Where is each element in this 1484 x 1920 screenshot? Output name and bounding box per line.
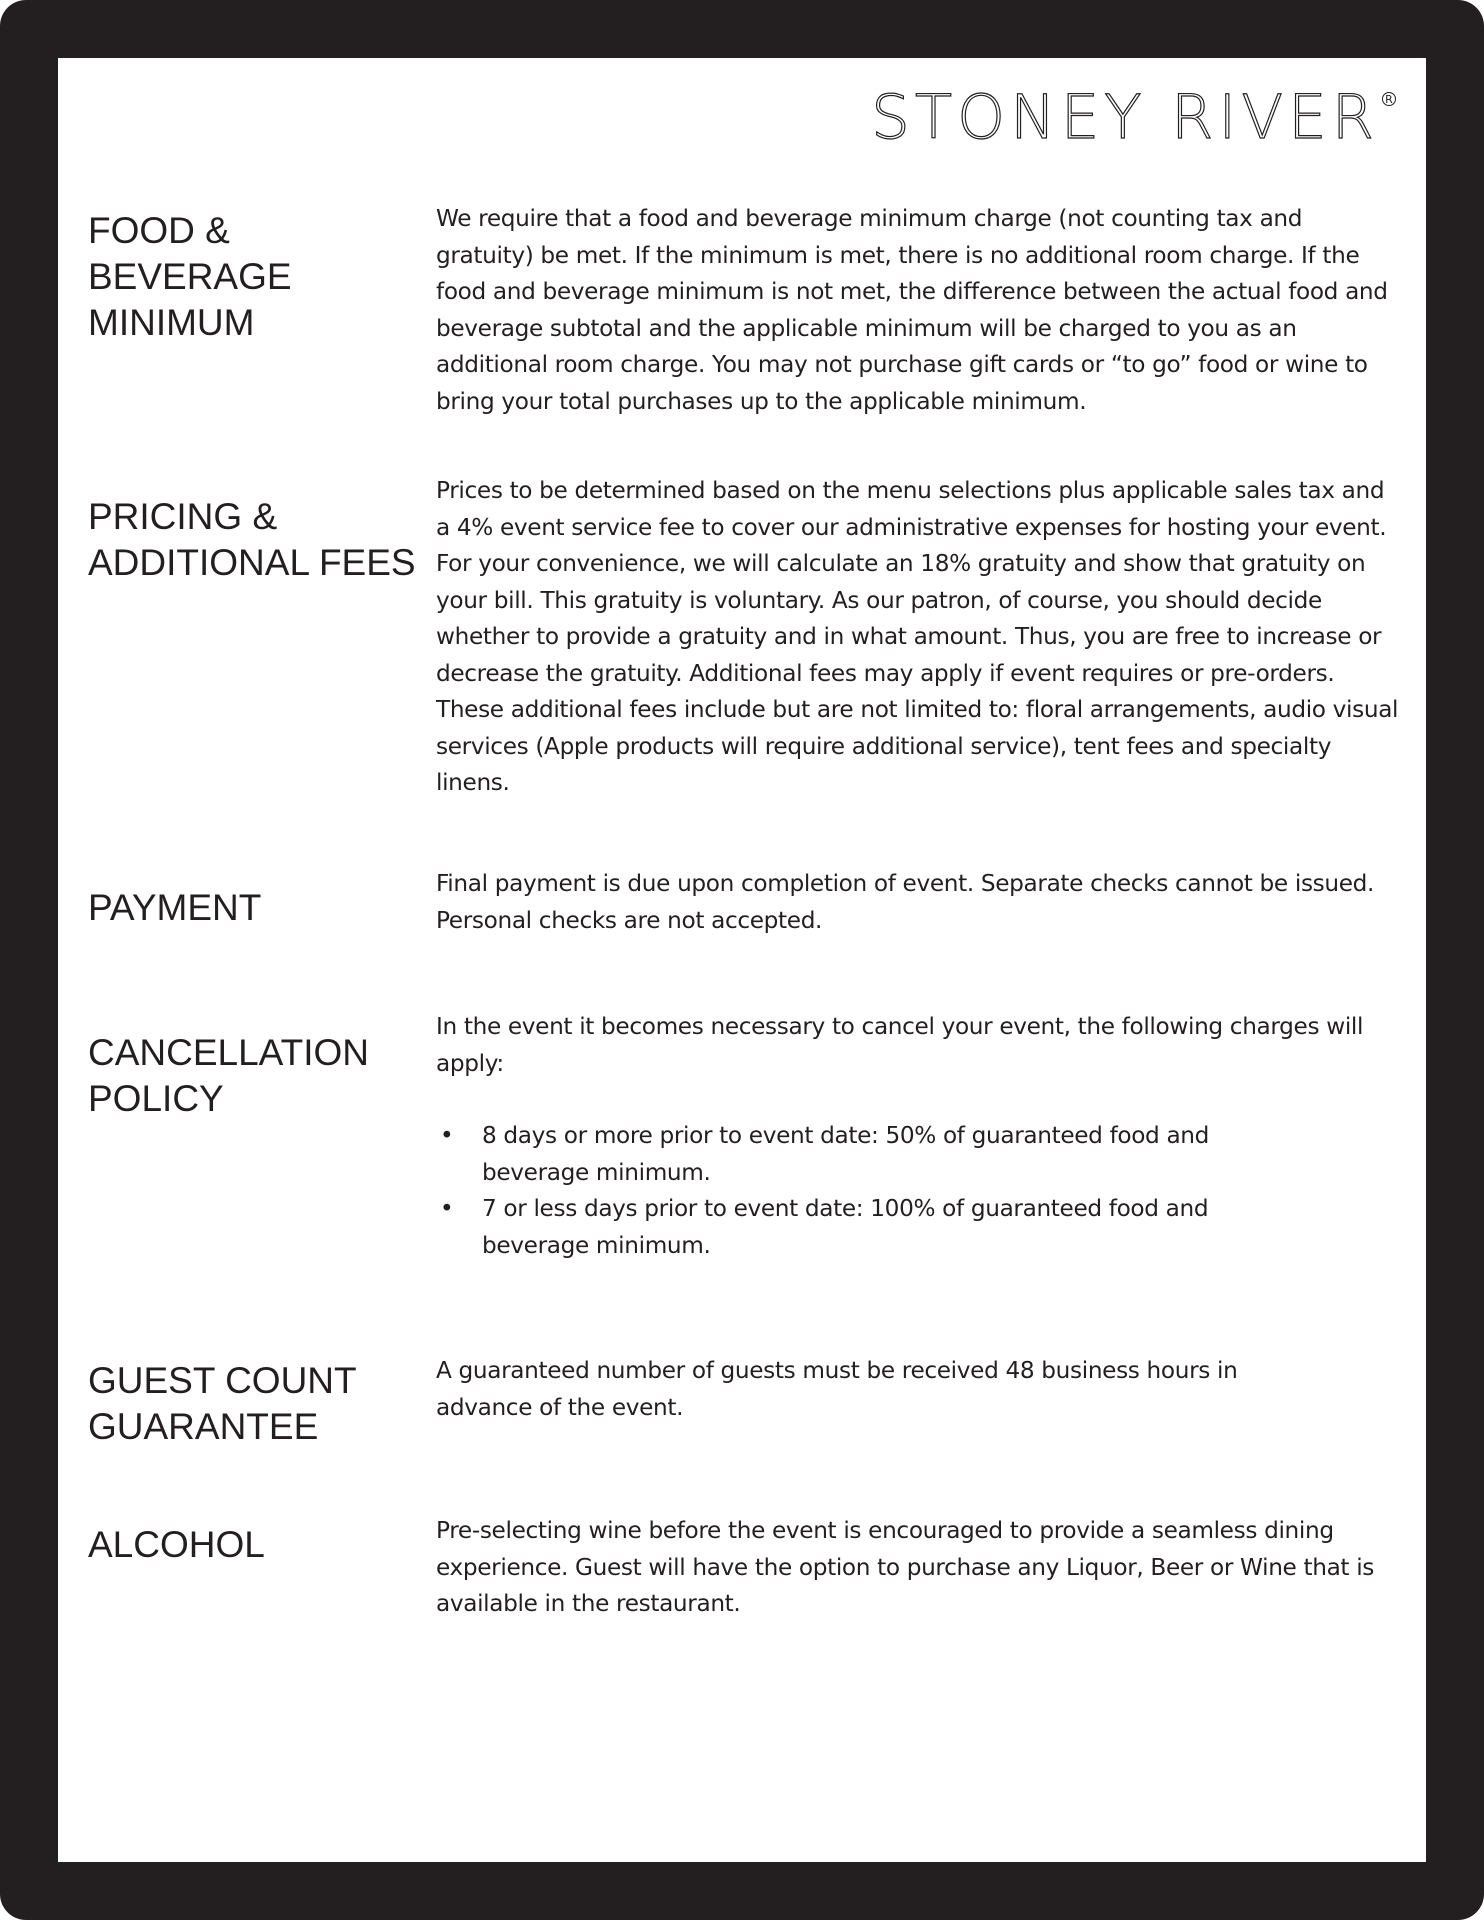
logo-wordmark: STONEY RIVER	[871, 82, 1379, 153]
section-body: Pre-selecting wine before the event is encouraged to provide a seamless dining experience. Guest will have the option to purchase any Liquor, Beer or Wine that is available in the restaurant.	[436, 1517, 1375, 1617]
section-title: CANCELLATION POLICY	[88, 1032, 369, 1119]
section-title: ALCOHOL	[88, 1524, 265, 1565]
section-title: PAYMENT	[88, 887, 262, 928]
list-item-text: 7 or less days prior to event date: 100% of guaranteed food and beverage minimum.	[482, 1195, 1209, 1259]
section-body: We require that a food and beverage minimum charge (not counting tax and gratuity) be met. If the minimum is met, there is no additional room charge. If the food and beverage minimum is not met, the difference between the actual food and beverage subtotal and the applicable minimum will be charged to you as an additional room charge. You may not purchase gift cards or “to go” food or wine to bring your total purchases up to the applicable minimum.	[436, 205, 1388, 415]
section-body: A guaranteed number of guests must be received 48 business hours in advance of the event.	[436, 1357, 1238, 1421]
section-title: GUEST COUNT GUARANTEE	[88, 1360, 356, 1447]
section-title: PRICING & ADDITIONAL FEES	[88, 496, 416, 583]
section-body-wrapper	[436, 1009, 1401, 1264]
cancellation-charges-list	[436, 1118, 1401, 1264]
bullet-icon: •	[440, 1122, 454, 1149]
document-page	[58, 58, 1426, 1862]
section-body: In the event it becomes necessary to cancel your event, the following charges will apply:	[436, 1013, 1364, 1077]
section-body: Final payment is due upon completion of event. Separate checks cannot be issued. Personal checks are not accepted.	[436, 870, 1375, 934]
list-item	[436, 1191, 1252, 1264]
registered-mark-icon: R	[1382, 92, 1396, 106]
stoney-river-logo	[871, 82, 1396, 153]
list-item-text: 8 days or more prior to event date: 50% of guaranteed food and beverage minimum.	[482, 1122, 1210, 1186]
section-title: FOOD & BEVERAGE MINIMUM	[88, 210, 292, 343]
list-item	[436, 1118, 1252, 1191]
section-body: Prices to be determined based on the menu selections plus applicable sales tax and a 4% event service fee to cover our administrative expenses for hosting your event. For your convenience, we will calculate an 18% gratuity and show that gratuity on your bill. This gratuity is voluntary. As our patron, of course, you should decide whether to provide a gratuity and in what amount. Thus, you are free to increase or decrease the gratuity. Additional fees may apply if event requires or pre-orders. These additional fees include but are not limited to: floral arrangements, audio visual services (Apple products will require additional service), tent fees and specialty linens.	[436, 477, 1399, 796]
bullet-icon: •	[440, 1195, 454, 1222]
